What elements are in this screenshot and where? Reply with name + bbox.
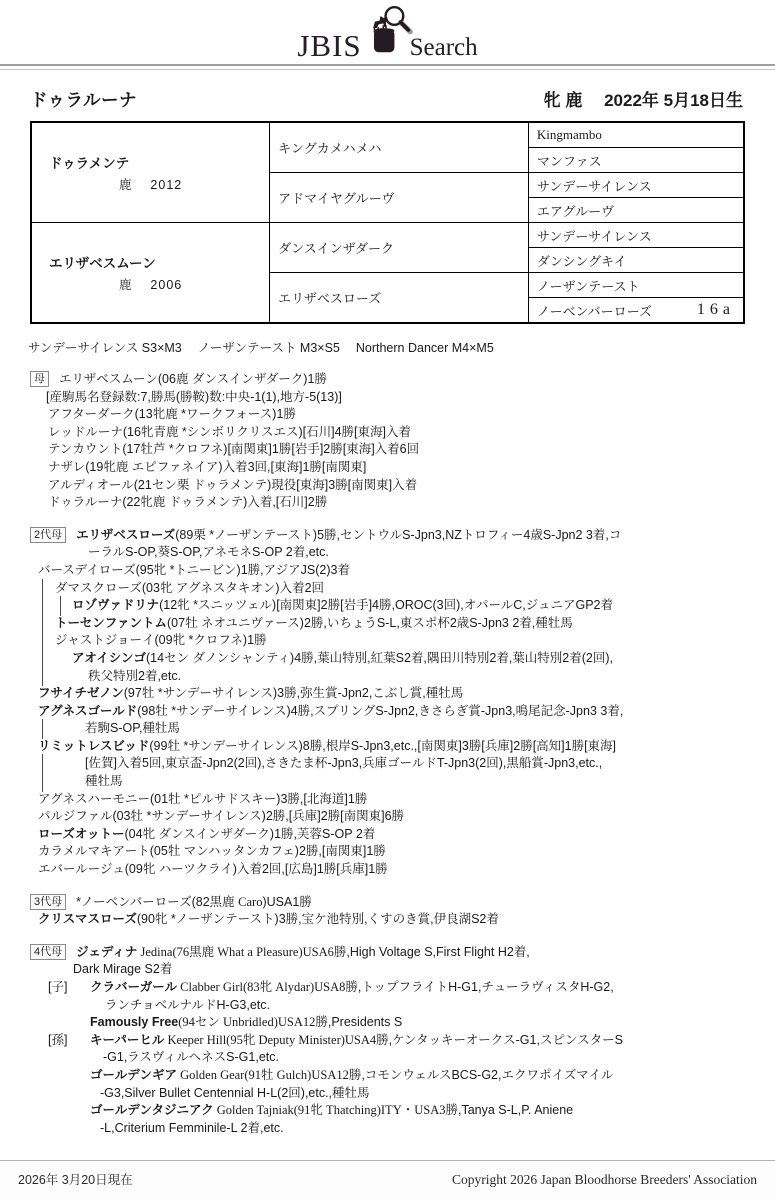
pedigree-cell-sd: アドマイヤグルーヴ: [270, 173, 529, 223]
record-text: エバールージュ(09牝 ハーツクライ)入着2回,[広島]1勝[兵庫]1勝: [38, 862, 388, 877]
title-row: [30, 86, 743, 112]
report-line: [30, 544, 745, 562]
pedigree-cell-ddd: [528, 298, 744, 324]
family-number: 16a: [696, 301, 735, 318]
record-text: ダマスクローズ(03牝 アグネスタキオン)入着2回: [55, 580, 325, 595]
tree-line: [42, 772, 43, 792]
pedigree-table: [30, 121, 745, 324]
record-text: (12牝 *スニッツェル)[南関東]2勝[岩手]4勝,OROC(3回),オパールC,ジュニアGP2着: [159, 598, 613, 613]
record-text: 若駒S-OP,種牡馬: [85, 721, 180, 736]
record-text: [佐賀]入着5回,東京盃-Jpn2(2回),さきたま杯-Jpn3,兵庫ゴールドT-Jpn3(2回),黒船賞-Jpn3,etc.,: [85, 756, 603, 771]
record-text: バースデイローズ(95牝 *トニービン)1勝,アジアJS(2)3着: [38, 562, 350, 577]
report-line: [30, 1102, 745, 1120]
record-text: 秩父特別2着,etc.: [88, 668, 182, 683]
pedigree-cell-sds: サンデーサイレンス: [528, 173, 744, 198]
sire-name: ドゥラメンテ: [49, 156, 130, 171]
record-text: Jedina(76黒鹿 What a Pleasure)USA6勝: [137, 944, 347, 959]
record-text: ,Tanya S-L,P. Aniene: [457, 1103, 574, 1118]
pedigree-cell-dds: ノーザンテースト: [528, 273, 744, 298]
horse-name: リミットレスビッド: [38, 738, 150, 753]
page-footer: [0, 1160, 775, 1200]
sex-coat-birthdate: 牝 鹿 2022年 5月18日生: [543, 91, 743, 110]
horse-name: クラバーガール: [90, 980, 178, 994]
horse-name: ゴールデンタジニアク: [90, 1103, 214, 1118]
dam-name: エリザベスムーン: [49, 256, 156, 271]
record-text: (14セン ダノンシャンティ)4勝,葉山特別,紅葉S2着,隅田川特別2着,葉山特別2着(2回),: [145, 650, 614, 665]
logo-jbis-text: JBIS: [297, 28, 362, 64]
report-line: [30, 406, 745, 424]
report-line: [30, 477, 745, 495]
horse-name: アグネスゴールド: [38, 703, 138, 718]
report-line: [30, 1067, 745, 1085]
report-line: [30, 424, 745, 442]
horse-name: ローズオットー: [38, 826, 125, 841]
report-line: [30, 1032, 745, 1050]
report-line: [30, 911, 745, 929]
report-line: [30, 861, 745, 879]
section-label: [子]: [48, 980, 68, 994]
record-text: Clabber Girl(83牝 Alydar)USA8勝: [177, 980, 358, 994]
record-text: (04牝 ダンスインザダーク)1勝,芙蓉S-OP 2着: [124, 826, 376, 841]
report-line: [30, 389, 745, 407]
pedigree-cell-sss: Kingmambo: [528, 122, 744, 148]
report-line: [30, 668, 745, 686]
page-title-horse-name: ドゥラルーナ: [30, 90, 138, 110]
report-line: [30, 650, 745, 668]
pedigree-cell-sire: [31, 122, 270, 223]
record-text: エリザベスムーン(06鹿 ダンスインザダーク)1勝: [59, 372, 327, 386]
report-line: [30, 808, 745, 826]
horse-name: フサイチゼノン: [38, 686, 124, 701]
record-text: カラメルマキアート(05牡 マンハッタンカフェ)2勝,[南関東]1勝: [38, 844, 386, 859]
horse-name: トーセンファントム: [55, 615, 168, 630]
header-divider: [0, 64, 775, 70]
record-text: ,High Voltage S,First Flight H2着,: [346, 944, 530, 959]
record-text: )USA1勝: [262, 894, 312, 909]
third-dam-name: ノーベンバーローズ: [536, 303, 652, 319]
record-text: (99牡 *サンデーサイレンス)8勝,根岸S-Jpn3,etc.,[南関東]3勝[兵庫]2勝[高知]1勝[東海]: [149, 738, 617, 753]
record-text: -L,Criterium Femminile-L 2着,etc.: [100, 1120, 284, 1135]
report-line: [30, 773, 745, 791]
record-text: ,トップフライトH-G1,チューラヴィスタH-G2,: [357, 980, 614, 994]
section-label: 2代母: [30, 527, 66, 543]
report-section-second-dam: [30, 527, 745, 879]
report-line: [30, 894, 745, 912]
horse-name: ロゾヴァドリナ: [72, 598, 160, 613]
record-text: ナザレ(19牝鹿 エピファネイア)入着3回,[東海]1勝[南関東]: [48, 459, 367, 474]
report-line: [30, 685, 745, 703]
tree-line: [42, 719, 43, 739]
section-label: [孫]: [48, 1032, 68, 1047]
report-line: [30, 720, 745, 738]
tree-line: [42, 667, 43, 687]
section-label: 母: [30, 371, 49, 387]
inbreeding-summary: サンデーサイレンス S3×M3 ノーザンテースト M3×S5 Northern Dancer M4×M5: [28, 341, 494, 355]
record-text: アフターダーク(13牝鹿 *ワークフォース)1勝: [48, 407, 296, 422]
pedigree-cell-dd: エリザベスローズ: [270, 273, 529, 324]
report-line: [30, 979, 745, 997]
report-line: [30, 494, 745, 512]
tree-line: [60, 596, 61, 616]
pedigree-cell-ds: ダンスインザダーク: [270, 223, 529, 273]
horse-magnifier-icon: [361, 2, 413, 61]
report-line: [30, 843, 745, 861]
record-text: ,Presidents S: [327, 1015, 403, 1030]
pedigree-cell-dss: サンデーサイレンス: [528, 223, 744, 248]
report-line: [30, 459, 745, 477]
record-text: -G3,Silver Bullet Centennial H-L(2回),etc.,種牡馬: [100, 1085, 370, 1100]
record-text: Golden Tajniak(91牝 Thatching)ITY・USA3勝: [213, 1103, 458, 1118]
record-text: ーラルS-OP,葵S-OP,アネモネS-OP 2着,etc.: [88, 545, 329, 560]
pedigree-cell-dsd: ダンシングキイ: [528, 248, 744, 273]
report-line: [30, 997, 745, 1015]
record-text: (94セン Unbridled)USA12勝: [178, 1015, 328, 1030]
record-text: (98牡 *サンデーサイレンス)4勝,スプリングS-Jpn2,きさらぎ賞-Jpn3,鳴尾記念-Jpn3 3着,: [137, 703, 624, 718]
sire-coat-year: 鹿 2012: [118, 178, 183, 192]
family-report: [30, 371, 745, 1137]
record-text: ランチョベルナルドH-G3,etc.: [105, 997, 270, 1012]
report-line: [30, 961, 745, 979]
record-text: (97牡 *サンデーサイレンス)3勝,弥生賞-Jpn2,こぶし賞,種牡馬: [123, 686, 464, 701]
report-line: [30, 1049, 745, 1067]
record-text: Caro: [238, 894, 263, 909]
report-line: [30, 632, 745, 650]
report-line: [30, 371, 745, 389]
section-label: 4代母: [30, 944, 66, 960]
report-line: [30, 562, 745, 580]
horse-name: エリザベスローズ: [76, 527, 176, 542]
report-line: [30, 1014, 745, 1032]
report-line: [30, 703, 745, 721]
record-text: (07牡 ネオユニヴァース)2勝,いちょうS-L,東スポ杯2歳S-Jpn3 2着,種牡馬: [167, 615, 573, 630]
report-line: [30, 738, 745, 756]
as-of-date: 2026年 3月20日現在: [18, 1173, 133, 1187]
horse-name: キーパーヒル: [90, 1032, 165, 1047]
horse-name: ジェディナ: [76, 944, 138, 959]
jbis-search-logo: [0, 0, 775, 64]
pedigree-cell-sdd: エアグルーヴ: [528, 198, 744, 223]
record-text: ジャストジョーイ(09牝 *クロフネ)1勝: [55, 633, 267, 648]
record-text: Keeper Hill(95牝 Deputy Minister)USA4勝: [164, 1032, 389, 1047]
report-line: [30, 580, 745, 598]
copyright-text: Copyright 2026 Japan Bloodhorse Breeders' Association: [451, 1172, 757, 1187]
dam-coat-year: 鹿 2006: [118, 278, 183, 292]
report-line: [30, 615, 745, 633]
pedigree-cell-ss: キングカメハメハ: [270, 122, 529, 173]
report-section-fourth-dam: [30, 944, 745, 1138]
report-line: [30, 527, 745, 545]
report-line: [30, 791, 745, 809]
record-text: Dark Mirage S2着: [73, 962, 173, 977]
record-text: テンカウント(17牡芦 *クロフネ)[南関東]1勝[岩手]2勝[東海]入着6回: [48, 442, 420, 457]
report-section-third-dam: [30, 894, 745, 929]
logo-search-text: Search: [409, 34, 478, 62]
record-text: ドゥラルーナ(22牝鹿 ドゥラメンテ)入着,[石川]2勝: [48, 495, 328, 510]
record-text: レッドルーナ(16牝青鹿 *シンボリクリスエス)[石川]4勝[東海]入着: [48, 424, 411, 439]
pedigree-cell-ssd: マンファス: [528, 148, 744, 173]
report-line: [30, 826, 745, 844]
report-line: [30, 1120, 745, 1138]
section-label: 3代母: [30, 894, 66, 910]
record-text: [産駒馬名登録数:7,勝馬(勝鞍)数:中央-1(1),地方-5(13)]: [46, 389, 342, 404]
horse-name: アオイシンゴ: [72, 650, 146, 665]
report-line: [30, 1085, 745, 1103]
record-text: Golden Gear(91牡 Gulch)USA12勝: [177, 1067, 362, 1082]
report-section-dam: [30, 371, 745, 512]
report-line: [30, 944, 745, 962]
report-line: [30, 597, 745, 615]
horse-name: ゴールデンギア: [90, 1067, 178, 1082]
report-line: [30, 755, 745, 773]
record-text: *ノーベンバーローズ(82黒鹿: [76, 894, 239, 909]
record-text: パルジファル(03牡 *サンデーサイレンス)2勝,[兵庫]2勝[南関東]6勝: [38, 809, 405, 824]
horse-name: Famously Free: [90, 1015, 179, 1030]
record-text: ,コモンウェルスBCS-G2,エクワポイズマイル: [361, 1067, 614, 1082]
record-text: (90牝 *ノーザンテースト)3勝,宝ケ池特別,くすのき賞,伊良湖S2着: [136, 912, 499, 927]
horse-name: クリスマスローズ: [38, 912, 137, 927]
pedigree-cell-dam: [31, 223, 270, 324]
record-text: 種牡馬: [85, 774, 123, 789]
record-text: アルディオール(21セン栗 ドゥラメンテ)現役[東海]3勝[南関東]入着: [48, 477, 418, 492]
record-text: アグネスハーモニー(01牡 *ピルサドスキー)3勝,[北海道]1勝: [38, 791, 368, 806]
report-line: [30, 441, 745, 459]
record-text: (89栗 *ノーザンテースト)5勝,セントウルS-Jpn3,NZトロフィー4歳S-Jpn2 3着,コ: [175, 527, 622, 542]
record-text: -G1,ラスヴィルヘネスS-G1,etc.: [103, 1050, 279, 1065]
record-text: ,ケンタッキーオークス-G1,スピンスターS: [388, 1032, 623, 1047]
